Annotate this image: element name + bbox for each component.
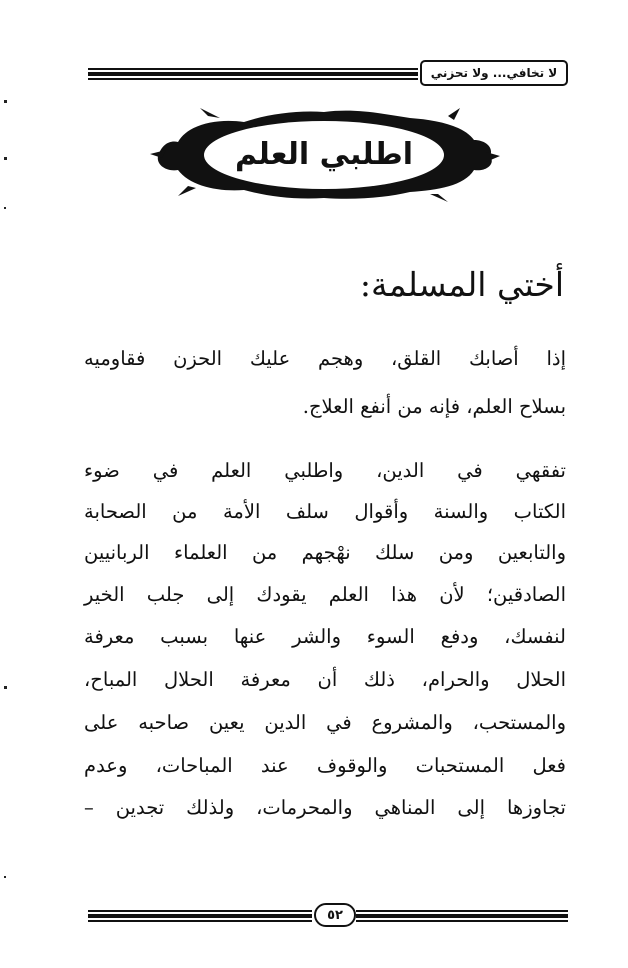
- footer-rule: [88, 920, 312, 922]
- paragraph-line: تجاوزها إلى المناهي والمحرمات، ولذلك تجدين –: [84, 796, 566, 819]
- page-number: ٥٢: [314, 903, 356, 927]
- paragraph-line: الصادقين؛ لأن هذا العلم يقودك إلى جلب الخير: [84, 583, 566, 606]
- scan-speck: [4, 876, 6, 878]
- paragraph-line: بسلاح العلم، فإنه من أنفع العلاج.: [302, 395, 566, 418]
- salutation-heading: أختي المسلمة:: [359, 265, 564, 304]
- header-rule: [88, 68, 418, 70]
- paragraph-line: والمستحب، والمشروع في الدين يعين صاحبه على: [84, 711, 566, 734]
- paragraph-line: فعل المستحبات والوقوف عند المباحات، وعدم: [84, 754, 566, 777]
- header-rule: [88, 72, 418, 76]
- paragraph-line: الحلال والحرام، ذلك أن معرفة الحلال المباح،: [84, 668, 566, 691]
- paragraph-line: والتابعين ومن سلك نهْجهم من العلماء الربانيين: [84, 541, 566, 564]
- footer-rule: [356, 920, 568, 922]
- footer-rule: [356, 910, 568, 912]
- footer-rule: [88, 914, 312, 918]
- header-rule: [88, 78, 418, 80]
- running-title: لا تخافي... ولا تحزني: [420, 60, 568, 86]
- paragraph-line: لنفسك، ودفع السوء والشر عنها بسبب معرفة: [84, 625, 566, 648]
- chapter-title-banner: [148, 104, 500, 204]
- footer-rule: [88, 910, 312, 912]
- chapter-title: اطلبي العلم: [234, 136, 414, 172]
- scan-speck: [4, 157, 7, 160]
- scan-speck: [4, 686, 7, 689]
- scan-speck: [4, 100, 7, 103]
- paragraph-line: إذا أصابك القلق، وهجم عليك الحزن فقاوميه: [84, 347, 566, 370]
- paragraph-line: الكتاب والسنة وأقوال سلف الأمة من الصحابة: [84, 500, 566, 523]
- scan-speck: [4, 207, 6, 209]
- paragraph-line: تفقهي في الدين، واطلبي العلم في ضوء: [84, 459, 566, 482]
- footer-rule: [356, 914, 568, 918]
